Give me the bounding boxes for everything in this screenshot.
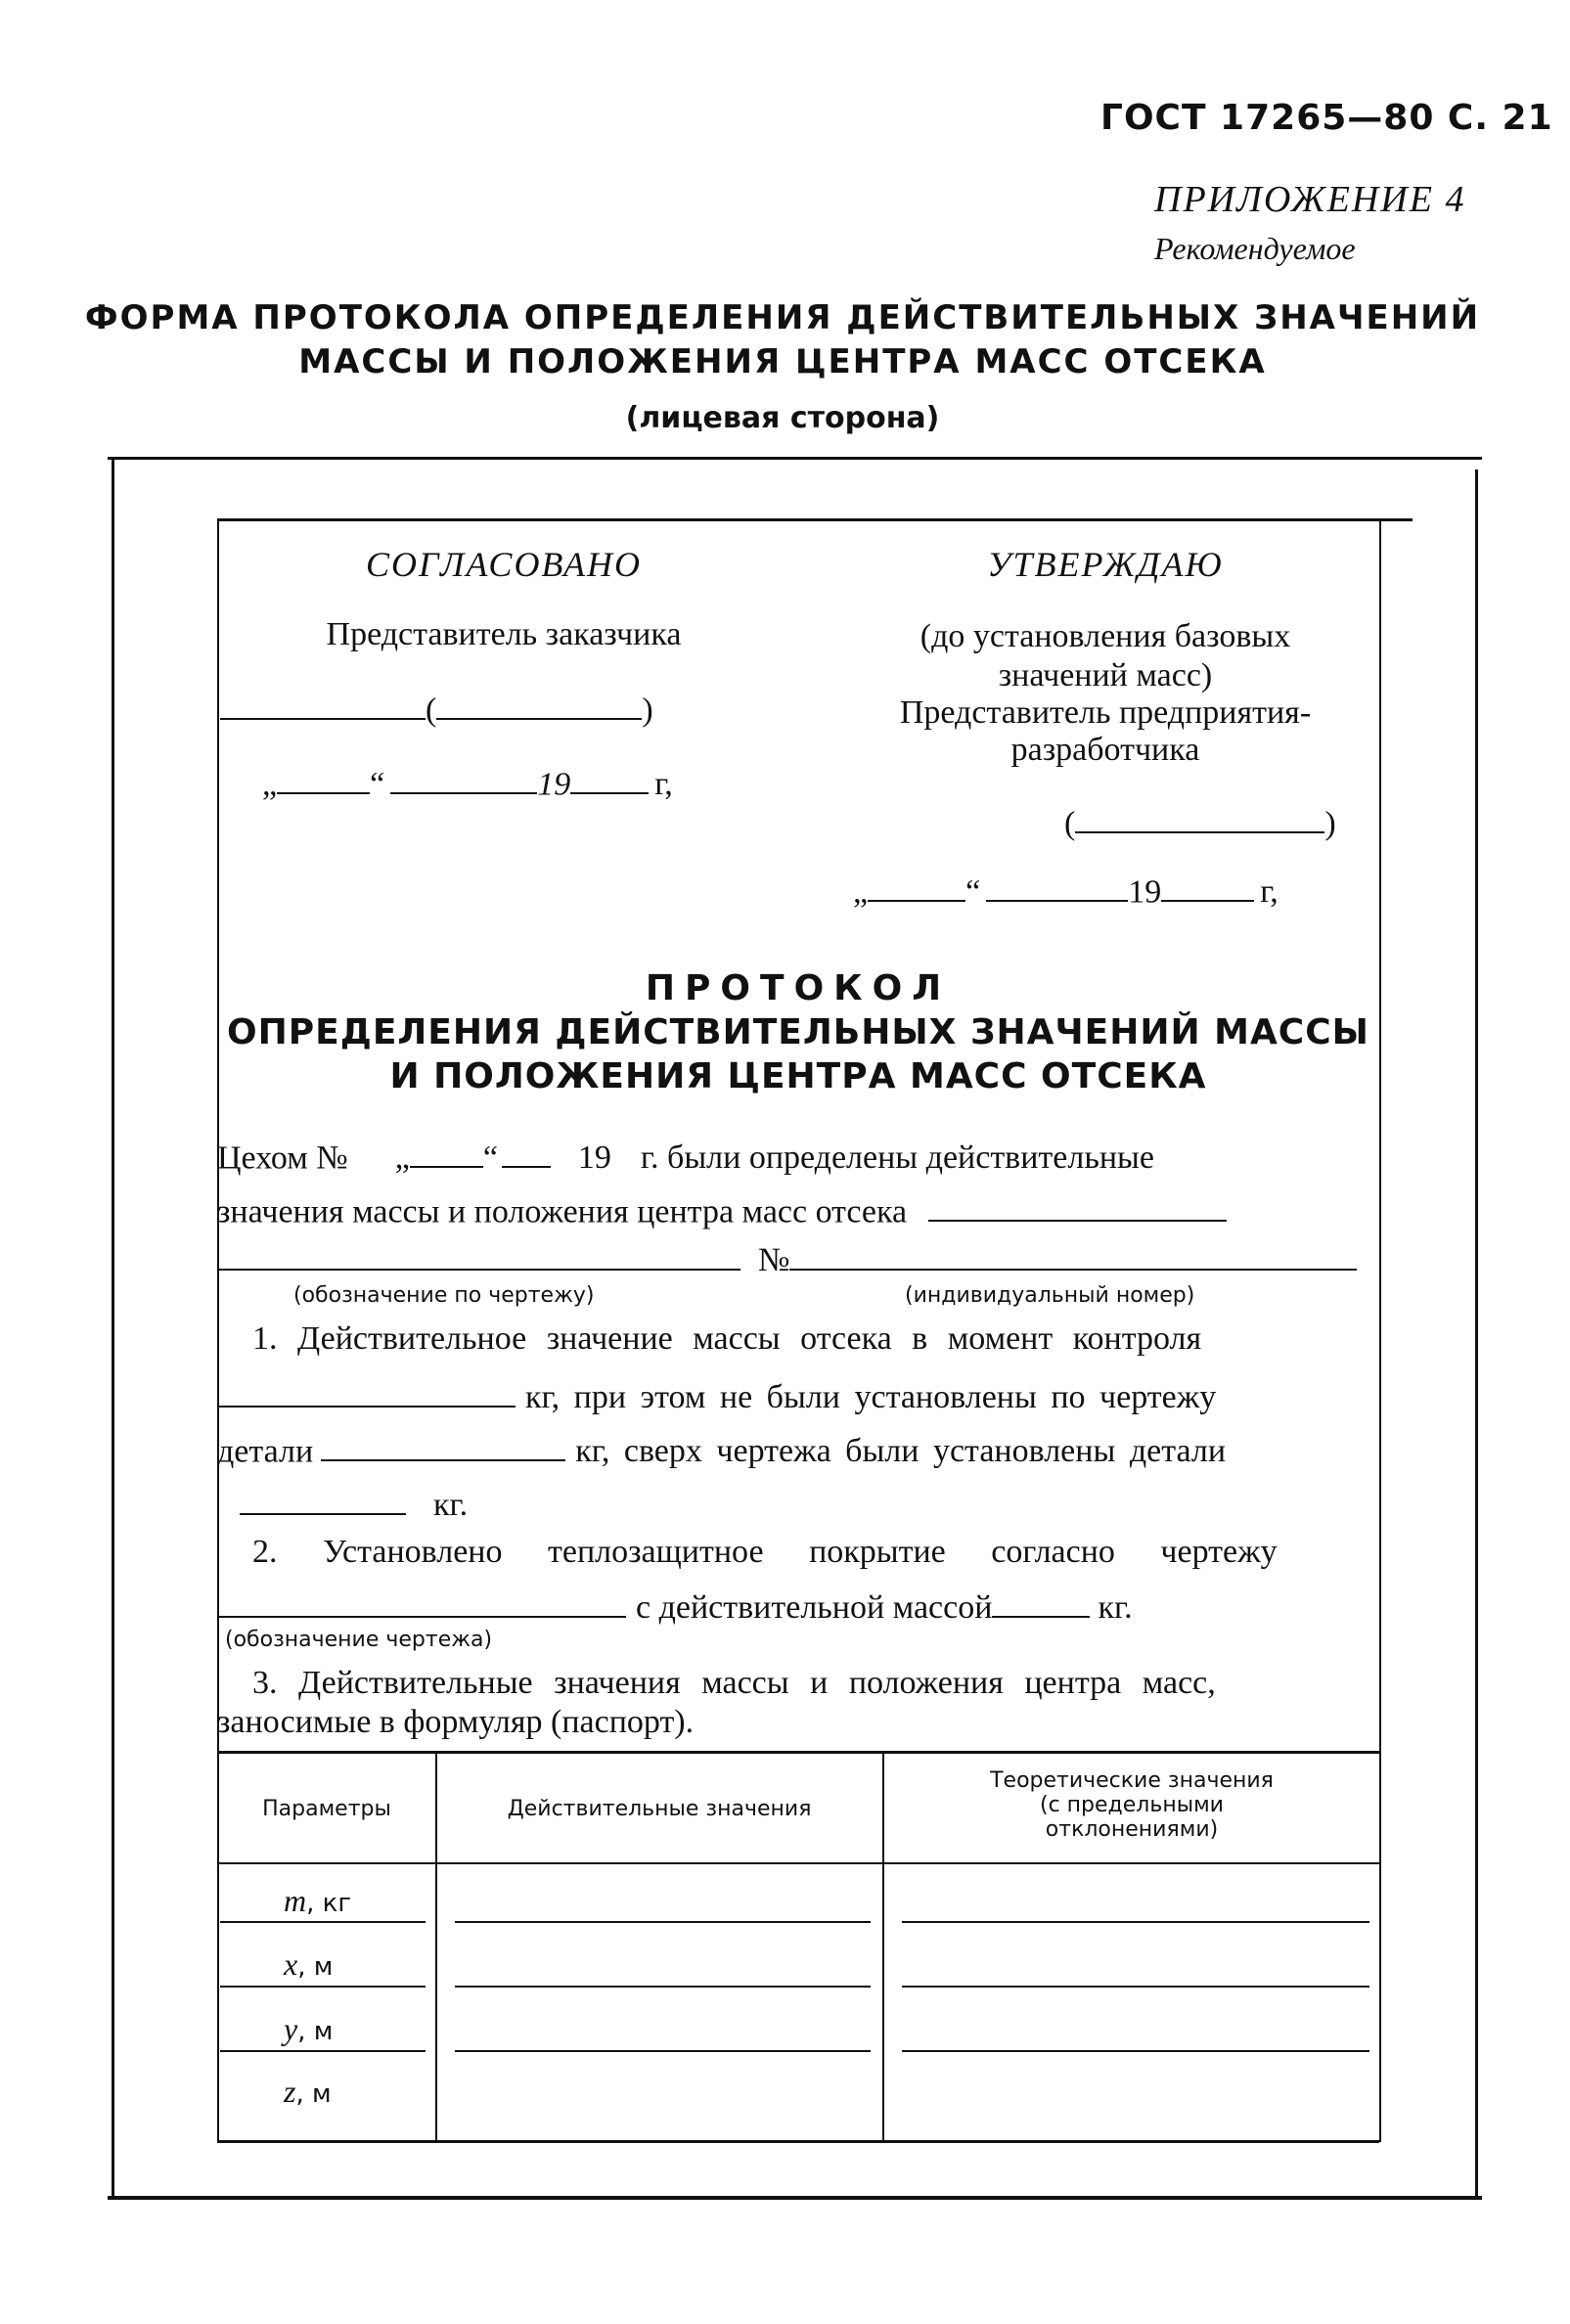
customer-date-line: „ “ 19 г, (262, 761, 673, 803)
table-row-param-y: y, м (284, 2011, 334, 2046)
designation-caption: (обозначение по чертежу) (293, 1283, 595, 1308)
approve-note-line2: значений масс) (998, 657, 1213, 693)
table-row-param-m: m, кг (284, 1883, 352, 1918)
protocol-title: ПРОТОКОЛ (645, 968, 952, 1008)
header-parameters: Параметры (262, 1797, 391, 1821)
developer-representative-line1: Представитель предприятия- (899, 694, 1312, 731)
form-title-line1: ФОРМА ПРОТОКОЛА ОПРЕДЕЛЕНИЯ ДЕЙСТВИТЕЛЬНЫХ ЗНАЧЕНИЙ (84, 298, 1481, 337)
table-row-param-z: z, м (284, 2074, 332, 2109)
individual-number-caption: (индивидуальный номер) (905, 1283, 1195, 1308)
designation-line: № (217, 1237, 1357, 1279)
customer-representative-label: Представитель заказчика (326, 616, 682, 652)
table-row-line (220, 1921, 426, 1923)
item3-line2: заносимые в формуляр (паспорт). (217, 1704, 695, 1740)
actual-x-field[interactable] (455, 1986, 871, 1988)
actual-m-field[interactable] (455, 1921, 871, 1923)
developer-signature-line: ( ) (1064, 800, 1336, 842)
approve-heading: УТВЕРЖДАЮ (987, 545, 1224, 584)
drawing-caption: (обозначение чертежа) (225, 1628, 493, 1652)
theoretical-x-field[interactable] (902, 1986, 1369, 1988)
theoretical-m-field[interactable] (902, 1921, 1369, 1923)
item2-line2: с действительной массой кг. (217, 1585, 1133, 1627)
protocol-subtitle-line2: И ПОЛОЖЕНИЯ ЦЕНТРА МАСС ОТСЕКА (389, 1056, 1207, 1096)
table-row-line (220, 1986, 426, 1988)
approve-note-line1: (до установления базовых (920, 618, 1291, 654)
item1-line4: кг. (240, 1482, 468, 1524)
customer-signature-line: ( ) (220, 687, 653, 729)
approved-heading: СОГЛАСОВАНО (365, 545, 643, 584)
actual-y-field[interactable] (455, 2050, 871, 2052)
item2-line1: 2. Установлено теплозащитное покрытие согласно чертежу (252, 1534, 1278, 1570)
appendix-label: ПРИЛОЖЕНИЕ 4 (1154, 179, 1466, 220)
item3-line1: 3. Действительные значения массы и положения центра масс, (252, 1665, 1216, 1701)
table-row-param-x: x, м (284, 1946, 334, 1982)
mass-values-line: значения массы и положения центра масс отсека (217, 1188, 1227, 1230)
item1-line3: детали кг, сверх чертежа были установлены детали (217, 1428, 1226, 1470)
header-actual-values: Действительные значения (507, 1797, 812, 1821)
developer-date-line: „ “ 19 г, (853, 869, 1278, 911)
item1-line1: 1. Действительное значение массы отсека в момент контроля (252, 1320, 1202, 1357)
developer-representative-line2: разработчика (1010, 732, 1200, 768)
form-side-label: (лицевая сторона) (625, 401, 940, 435)
theoretical-y-field[interactable] (902, 2050, 1369, 2052)
item1-line2: кг, при этом не были установлены по чертежу (217, 1374, 1216, 1416)
table-row-line (220, 2050, 426, 2052)
form-title-line2: МАССЫ И ПОЛОЖЕНИЯ ЦЕНТРА МАСС ОТСЕКА (298, 342, 1267, 381)
workshop-line: Цехом № „ “ 19 г. были определены действительные (217, 1135, 1154, 1177)
recommended-label: Рекомендуемое (1154, 231, 1356, 266)
document-reference: ГОСТ 17265—80 С. 21 (1100, 98, 1553, 138)
protocol-subtitle-line1: ОПРЕДЕЛЕНИЯ ДЕЙСТВИТЕЛЬНЫХ ЗНАЧЕНИЙ МАССЫ (227, 1012, 1369, 1052)
